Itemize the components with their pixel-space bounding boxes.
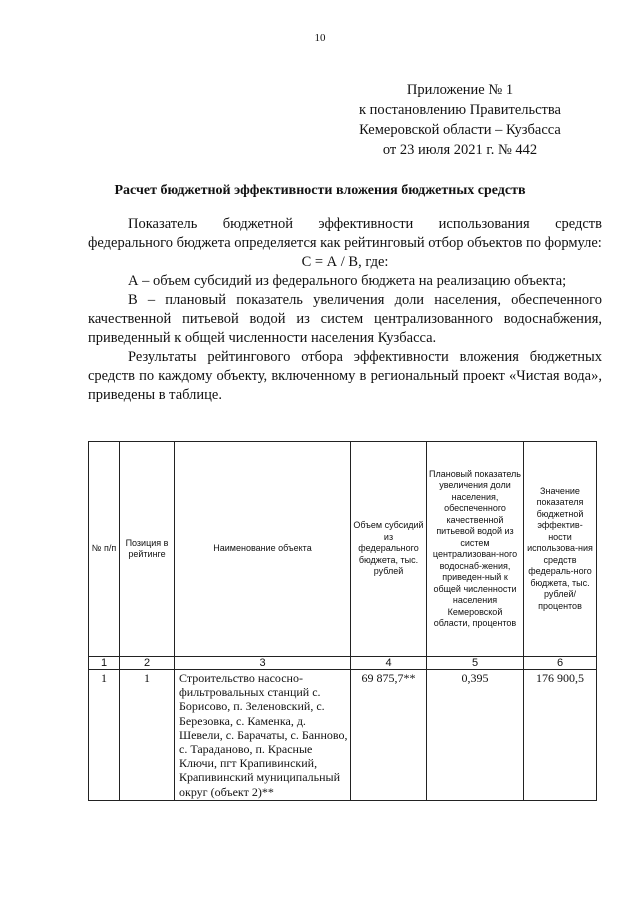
formula: С = А / В, где:	[301, 254, 389, 270]
row-efficiency: 176 900,5	[524, 670, 597, 801]
document-title: Расчет бюджетной эффективности вложения бюджетных средств	[114, 183, 526, 198]
header-object-name: Наименование объекта	[175, 442, 351, 657]
header-subsidy: Объем субсидий из федерального бюджета, тыс. рублей	[351, 442, 427, 657]
column-number: 5	[427, 657, 524, 670]
row-subsidy: 69 875,7**	[351, 670, 427, 801]
table-row	[89, 670, 597, 801]
appendix-line-3: Кемеровской области – Кузбасса	[359, 122, 561, 138]
appendix-line-1: Приложение № 1	[406, 82, 514, 98]
row-rank: 1	[120, 670, 175, 801]
row-indicator: 0,395	[427, 670, 524, 801]
body-text	[88, 215, 602, 405]
column-number-row	[89, 657, 597, 670]
row-number: 1	[89, 670, 120, 801]
table-header-row	[89, 442, 597, 657]
column-number: 6	[524, 657, 597, 670]
paragraph-intro: Показатель бюджетной эффективности использования средств федерального бюджета определяется как рейтинговый отбор объектов по формуле:	[88, 216, 602, 251]
appendix-header	[330, 80, 590, 160]
row-object-name: Строительство насосно-фильтровальных станций с. Борисово, п. Зеленовский, с. Березовка, с. Каменка, д. Шевели, с. Барачаты, с. Банново, с. Тараданово, п. Красные Ключи, пгт Крапивинский, Крапивинский муниципальный округ (объект 2)**	[175, 670, 351, 801]
header-number: № п/п	[89, 442, 120, 657]
header-indicator: Плановый показатель увеличения доли населения, обеспеченного качественной питьевой водой из систем централизован-ного водоснаб-жения, приведен-ный к общей численности населения Кемеровской области, процентов	[427, 442, 524, 657]
header-efficiency: Значение показателя бюджетной эффектив-ности использова-ния средств федераль-ного бюджета, тыс. рублей/ процентов	[524, 442, 597, 657]
appendix-line-2: к постановлению Правительства	[359, 102, 561, 118]
column-number: 4	[351, 657, 427, 670]
column-number: 3	[175, 657, 351, 670]
paragraph-a-definition: А – объем субсидий из федерального бюджета на реализацию объекта;	[128, 273, 567, 289]
paragraph-b-definition: В – плановый показатель увеличения доли населения, обеспеченного качественной питьевой водой из систем централизованного водоснабжения, приведенный к общей численности населения Кузбасса.	[88, 292, 602, 346]
page-number: 10	[314, 32, 326, 44]
rating-table	[88, 441, 597, 801]
column-number: 2	[120, 657, 175, 670]
header-rank: Позиция в рейтинге	[120, 442, 175, 657]
appendix-line-4: от 23 июля 2021 г. № 442	[382, 142, 538, 158]
paragraph-results: Результаты рейтингового отбора эффективности вложения бюджетных средств по каждому объекту, включенному в региональный проект «Чистая вода», приведены в таблице.	[88, 349, 602, 403]
column-number: 1	[89, 657, 120, 670]
